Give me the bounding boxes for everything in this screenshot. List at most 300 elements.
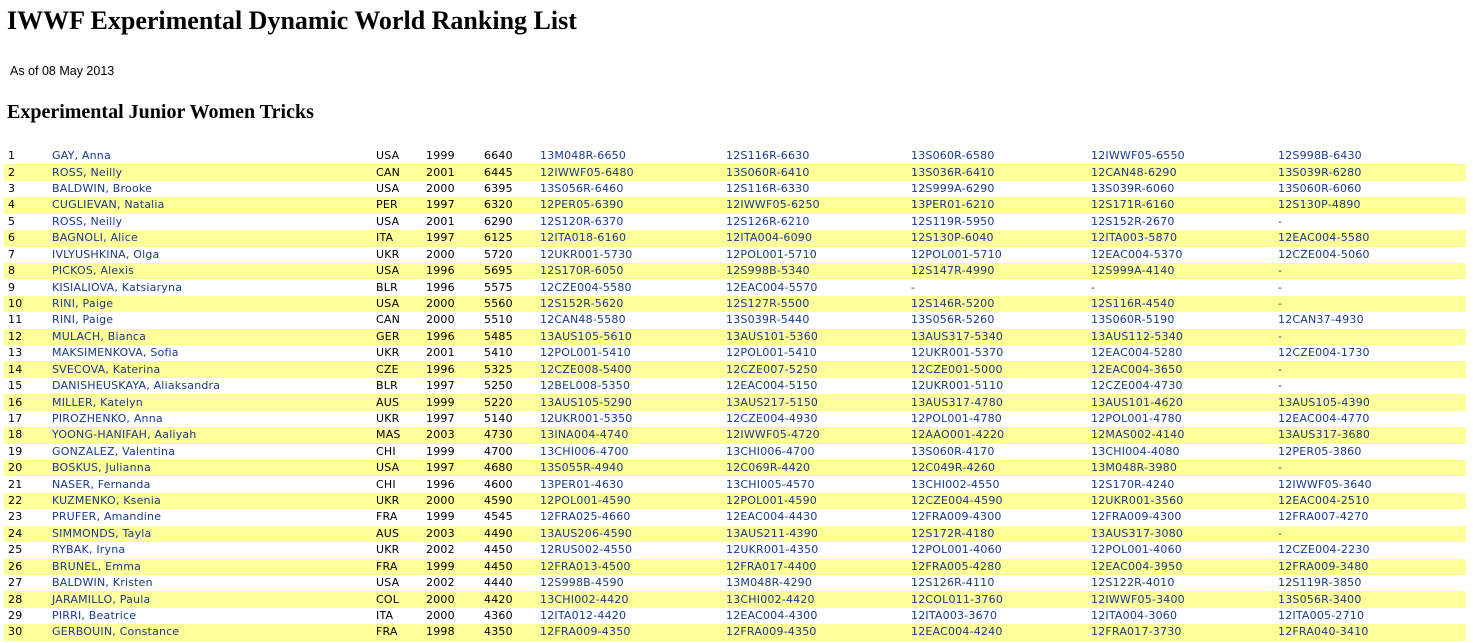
athlete-name-link[interactable]: GERBOUIN, Constance bbox=[50, 624, 374, 640]
birth-year-cell: 1997 bbox=[426, 411, 455, 425]
result-3-link[interactable]: 12S147R-4990 bbox=[909, 263, 1089, 279]
birth-year-cell: 1996 bbox=[424, 329, 482, 345]
result-3-link[interactable]: 12AAO001-4220 bbox=[909, 427, 1089, 443]
athlete-name-link[interactable]: MULACH, Bianca bbox=[50, 329, 374, 345]
result-4-link[interactable]: 12EAC004-3650 bbox=[1089, 361, 1276, 377]
result-1-link[interactable]: 13AUS206-4590 bbox=[538, 526, 724, 542]
athlete-name-link[interactable]: JARAMILLO, Paula bbox=[50, 591, 374, 607]
rank-cell: 2 bbox=[4, 164, 50, 180]
result-1-link[interactable]: 12ITA012-4420 bbox=[540, 609, 627, 623]
rank-cell: 11 bbox=[8, 313, 23, 327]
ranking-score-cell: 5575 bbox=[484, 280, 513, 294]
result-5-link[interactable]: 12FRA040-3410 bbox=[1276, 624, 1466, 640]
ranking-score-cell: 4590 bbox=[482, 493, 538, 509]
birth-year-cell: 1997 bbox=[424, 230, 482, 246]
table-row bbox=[4, 329, 1466, 345]
nation-cell: BLR bbox=[376, 379, 398, 393]
ranking-score-cell: 4450 bbox=[482, 559, 538, 575]
ranking-score-cell: 5250 bbox=[484, 379, 513, 393]
result-2-link[interactable]: 12POL001-5410 bbox=[726, 346, 817, 360]
athlete-name-link[interactable]: PIRRI, Beatrice bbox=[52, 609, 137, 623]
birth-year-cell: 1996 bbox=[424, 361, 482, 377]
result-1-link[interactable]: 12CZE008-5400 bbox=[538, 361, 724, 377]
result-1-link[interactable]: 13CHI006-4700 bbox=[540, 444, 629, 458]
result-3-link[interactable]: 12EAC004-4240 bbox=[909, 624, 1089, 640]
result-1-link[interactable]: 13CHI002-4420 bbox=[538, 591, 724, 607]
ranking-score-cell: 5695 bbox=[482, 263, 538, 279]
athlete-name-link[interactable]: SVECOVA, Katerina bbox=[50, 361, 374, 377]
rank-cell: 16 bbox=[4, 394, 50, 410]
result-4-link[interactable]: 12S122R-4010 bbox=[1091, 576, 1175, 590]
result-1-link[interactable]: 12PER05-6390 bbox=[538, 197, 724, 213]
ranking-score-cell: 5560 bbox=[482, 296, 538, 312]
ranking-score-cell: 4680 bbox=[482, 460, 538, 476]
result-2-link[interactable]: 12UKR001-4350 bbox=[726, 543, 819, 557]
birth-year-cell: 2003 bbox=[424, 427, 482, 443]
rank-cell: 25 bbox=[8, 543, 23, 557]
result-1-link[interactable]: 13M048R-6650 bbox=[540, 149, 627, 163]
ranking-score-cell: 5410 bbox=[484, 346, 513, 360]
result-5-link: - bbox=[1278, 214, 1283, 228]
result-5-link[interactable]: 12PER05-3860 bbox=[1278, 444, 1362, 458]
nation-cell: CHI bbox=[376, 477, 396, 491]
athlete-name-link[interactable]: BRUNEL, Emma bbox=[50, 559, 374, 575]
result-2-link[interactable]: 12FRA009-4350 bbox=[724, 624, 909, 640]
birth-year-cell: 2001 bbox=[426, 346, 455, 360]
result-1-link[interactable]: 13S056R-6460 bbox=[540, 182, 624, 196]
ranking-score-cell: 6320 bbox=[482, 197, 538, 213]
table-row bbox=[4, 509, 1466, 525]
result-3-link[interactable]: 12S999A-6290 bbox=[911, 182, 995, 196]
result-5-link[interactable]: 12EAC004-5580 bbox=[1276, 230, 1466, 246]
result-5-link[interactable]: 12EAC004-2510 bbox=[1276, 493, 1466, 509]
nation-cell: BLR bbox=[376, 280, 398, 294]
athlete-name-link[interactable]: KISIALIOVA, Katsiaryna bbox=[52, 280, 183, 294]
result-2-link[interactable]: 13S039R-5440 bbox=[726, 313, 810, 327]
birth-year-cell: 2000 bbox=[426, 247, 455, 261]
result-2-link[interactable]: 12POL001-4590 bbox=[724, 493, 909, 509]
result-1-link[interactable]: 12S998B-4590 bbox=[540, 576, 624, 590]
result-4-link[interactable]: 13AUS112-5340 bbox=[1089, 329, 1276, 345]
page-title: IWWF Experimental Dynamic World Ranking List bbox=[7, 6, 577, 35]
result-2-link[interactable]: 13CHI006-4700 bbox=[726, 444, 815, 458]
result-4-link[interactable]: 12IWWF05-6550 bbox=[1091, 149, 1185, 163]
table-row bbox=[4, 591, 1466, 607]
result-5-link: - bbox=[1276, 526, 1466, 542]
result-3-link[interactable]: 13S056R-5260 bbox=[911, 313, 995, 327]
result-2-link[interactable]: 12EAC004-5150 bbox=[726, 379, 818, 393]
result-1-link[interactable]: 12RUS002-4550 bbox=[540, 543, 633, 557]
result-3-link[interactable]: 12POL001-4780 bbox=[911, 411, 1002, 425]
result-4-link[interactable]: 13S039R-6060 bbox=[1091, 182, 1175, 196]
result-1-link[interactable]: 13INA004-4740 bbox=[538, 427, 724, 443]
rank-cell: 27 bbox=[8, 576, 23, 590]
result-3-link[interactable]: 12CZE001-5000 bbox=[909, 361, 1089, 377]
table-row bbox=[4, 493, 1466, 509]
table-row bbox=[4, 247, 1466, 263]
table-row bbox=[4, 263, 1466, 279]
result-2-link[interactable]: 13AUS217-5150 bbox=[724, 394, 909, 410]
result-3-link[interactable]: 12C049R-4260 bbox=[909, 460, 1089, 476]
result-1-link[interactable]: 12POL001-4590 bbox=[538, 493, 724, 509]
ranking-score-cell: 4700 bbox=[484, 444, 513, 458]
athlete-name-link[interactable]: RYBAK, Iryna bbox=[52, 543, 126, 557]
ranking-score-cell: 5720 bbox=[484, 247, 513, 261]
nation-cell: USA bbox=[376, 576, 400, 590]
result-2-link[interactable]: 12IWWF05-6250 bbox=[724, 197, 909, 213]
athlete-name-link[interactable]: ROSS, Neilly bbox=[52, 214, 123, 228]
athlete-name-link[interactable]: PRUFER, Amandine bbox=[52, 510, 162, 524]
result-1-link[interactable]: 12FRA013-4500 bbox=[538, 559, 724, 575]
ranking-score-cell: 5510 bbox=[484, 313, 513, 327]
ranking-score-cell: 6125 bbox=[482, 230, 538, 246]
birth-year-cell: 1996 bbox=[424, 263, 482, 279]
table-row bbox=[4, 444, 1466, 460]
nation-cell: AUS bbox=[374, 394, 424, 410]
result-5-link[interactable]: 12IWWF05-3640 bbox=[1278, 477, 1372, 491]
table-row bbox=[4, 230, 1466, 246]
result-4-link[interactable]: 12ITA003-5870 bbox=[1089, 230, 1276, 246]
result-5-link[interactable]: 12CZE004-2230 bbox=[1278, 543, 1370, 557]
birth-year-cell: 2003 bbox=[424, 526, 482, 542]
ranking-score-cell: 4730 bbox=[482, 427, 538, 443]
table-row bbox=[4, 279, 1466, 295]
rank-cell: 26 bbox=[4, 559, 50, 575]
nation-cell: UKR bbox=[376, 543, 400, 557]
result-4-link[interactable]: 13S060R-5190 bbox=[1091, 313, 1175, 327]
list-title: Experimental Junior Women Tricks bbox=[7, 101, 314, 123]
result-5-link[interactable]: 12EAC004-4770 bbox=[1278, 411, 1370, 425]
table-row bbox=[4, 164, 1466, 180]
ranking-score-cell: 4450 bbox=[484, 543, 513, 557]
result-5-link[interactable]: 12S130P-4890 bbox=[1276, 197, 1466, 213]
result-2-link[interactable]: 12S126R-6210 bbox=[726, 214, 810, 228]
result-2-link[interactable]: 13CHI005-4570 bbox=[726, 477, 815, 491]
rank-cell: 9 bbox=[8, 280, 16, 294]
ranking-score-cell: 5325 bbox=[482, 361, 538, 377]
nation-cell: USA bbox=[376, 214, 400, 228]
result-3-link[interactable]: 12FRA005-4280 bbox=[909, 559, 1089, 575]
nation-cell: FRA bbox=[376, 510, 398, 524]
result-5-link[interactable]: 13S060R-6060 bbox=[1278, 182, 1362, 196]
ranking-score-cell: 5485 bbox=[482, 329, 538, 345]
result-3-link[interactable]: 13CHI002-4550 bbox=[911, 477, 1000, 491]
result-2-link[interactable]: 12S998B-5340 bbox=[724, 263, 909, 279]
result-3-link[interactable]: 12S126R-4110 bbox=[911, 576, 995, 590]
ranking-score-cell: 5220 bbox=[482, 394, 538, 410]
result-3-link[interactable]: 12ITA003-3670 bbox=[911, 609, 998, 623]
result-5-link: - bbox=[1276, 329, 1466, 345]
table-row bbox=[4, 296, 1466, 312]
result-2-link[interactable]: 13AUS211-4390 bbox=[724, 526, 909, 542]
nation-cell: MAS bbox=[374, 427, 424, 443]
birth-year-cell: 2002 bbox=[426, 576, 455, 590]
result-4-link[interactable]: 12S170R-4240 bbox=[1091, 477, 1175, 491]
ranking-table bbox=[4, 148, 1466, 641]
rank-cell: 7 bbox=[8, 247, 16, 261]
table-row bbox=[4, 559, 1466, 575]
athlete-name-link[interactable]: IVLYUSHKINA, Olga bbox=[52, 247, 160, 261]
result-4-link[interactable]: 12POL001-4780 bbox=[1091, 411, 1182, 425]
result-5-link: - bbox=[1278, 280, 1283, 294]
result-3-link[interactable]: 13AUS317-5340 bbox=[909, 329, 1089, 345]
nation-cell: GER bbox=[374, 329, 424, 345]
result-1-link[interactable]: 13AUS105-5290 bbox=[538, 394, 724, 410]
athlete-name-link[interactable]: GONZALEZ, Valentina bbox=[52, 444, 176, 458]
ranking-score-cell: 6395 bbox=[484, 182, 513, 196]
result-4-link[interactable]: 12S171R-6160 bbox=[1089, 197, 1276, 213]
rank-cell: 3 bbox=[8, 182, 16, 196]
athlete-name-link[interactable]: SIMMONDS, Tayla bbox=[50, 526, 374, 542]
table-row bbox=[4, 394, 1466, 410]
nation-cell: FRA bbox=[374, 559, 424, 575]
nation-cell: COL bbox=[374, 591, 424, 607]
athlete-name-link[interactable]: CUGLIEVAN, Natalia bbox=[50, 197, 374, 213]
table-row bbox=[4, 181, 1466, 197]
result-4-link[interactable]: 12ITA004-3060 bbox=[1091, 609, 1178, 623]
table-row bbox=[4, 427, 1466, 443]
result-4-link: - bbox=[1091, 280, 1096, 294]
athlete-name-link[interactable]: PICKOS, Alexis bbox=[50, 263, 374, 279]
ranking-score-cell: 6640 bbox=[484, 149, 513, 163]
result-5-link[interactable]: 12FRA009-3480 bbox=[1276, 559, 1466, 575]
rank-cell: 10 bbox=[4, 296, 50, 312]
table-row bbox=[4, 148, 1466, 164]
result-1-link[interactable]: 12CAN48-5580 bbox=[540, 313, 626, 327]
result-4-link[interactable]: 12POL001-4060 bbox=[1091, 543, 1182, 557]
nation-cell: USA bbox=[374, 296, 424, 312]
result-3-link[interactable]: 12S119R-5950 bbox=[911, 214, 995, 228]
birth-year-cell: 1999 bbox=[426, 444, 455, 458]
result-2-link[interactable]: 12EAC004-4430 bbox=[726, 510, 818, 524]
nation-cell: UKR bbox=[376, 411, 400, 425]
result-2-link[interactable]: 12S127R-5500 bbox=[724, 296, 909, 312]
result-1-link[interactable]: 13S055R-4940 bbox=[538, 460, 724, 476]
rank-cell: 12 bbox=[4, 329, 50, 345]
result-2-link[interactable]: 12FRA017-4400 bbox=[724, 559, 909, 575]
table-row bbox=[4, 542, 1466, 558]
table-row bbox=[4, 608, 1466, 624]
table-row bbox=[4, 378, 1466, 394]
birth-year-cell: 2000 bbox=[424, 296, 482, 312]
nation-cell: ITA bbox=[374, 230, 424, 246]
rank-cell: 8 bbox=[4, 263, 50, 279]
result-2-link[interactable]: 12C069R-4420 bbox=[724, 460, 909, 476]
ranking-score-cell: 6290 bbox=[484, 214, 513, 228]
result-1-link[interactable]: 12FRA009-4350 bbox=[538, 624, 724, 640]
result-1-link[interactable]: 12IWWF05-6480 bbox=[538, 164, 724, 180]
result-4-link[interactable]: 12S116R-4540 bbox=[1089, 296, 1276, 312]
rank-cell: 20 bbox=[4, 460, 50, 476]
athlete-name-link[interactable]: RINI, Paige bbox=[52, 313, 114, 327]
athlete-name-link[interactable]: KUZMENKO, Ksenia bbox=[50, 493, 374, 509]
athlete-name-link[interactable]: BAGNOLI, Alice bbox=[50, 230, 374, 246]
ranking-score-cell: 4545 bbox=[484, 510, 513, 524]
result-5-link[interactable]: 12FRA007-4270 bbox=[1278, 510, 1369, 524]
result-4-link[interactable]: 13M048R-3980 bbox=[1089, 460, 1276, 476]
birth-year-cell: 2000 bbox=[426, 609, 455, 623]
ranking-score-cell: 4360 bbox=[484, 609, 513, 623]
table-row bbox=[4, 624, 1466, 640]
athlete-name-link[interactable]: BOSKUS, Julianna bbox=[50, 460, 374, 476]
result-4-link[interactable]: 13CHI004-4080 bbox=[1091, 444, 1180, 458]
nation-cell: USA bbox=[376, 182, 400, 196]
result-2-link[interactable]: 12S116R-6630 bbox=[726, 149, 810, 163]
ranking-score-cell: 5140 bbox=[484, 411, 513, 425]
result-1-link[interactable]: 12POL001-5410 bbox=[540, 346, 631, 360]
birth-year-cell: 2000 bbox=[424, 591, 482, 607]
result-4-link[interactable]: 12S152R-2670 bbox=[1091, 214, 1175, 228]
result-1-link[interactable]: 12S152R-5620 bbox=[538, 296, 724, 312]
result-1-link[interactable]: 13PER01-4630 bbox=[540, 477, 624, 491]
athlete-name-link[interactable]: NASER, Fernanda bbox=[52, 477, 151, 491]
table-row bbox=[4, 575, 1466, 591]
athlete-name-link[interactable]: RINI, Paige bbox=[50, 296, 374, 312]
result-4-link[interactable]: 12UKR001-3560 bbox=[1089, 493, 1276, 509]
ranking-score-cell: 4490 bbox=[482, 526, 538, 542]
as-of-date: As of 08 May 2013 bbox=[10, 64, 115, 78]
birth-year-cell: 2000 bbox=[426, 313, 455, 327]
result-1-link[interactable]: 12S170R-6050 bbox=[538, 263, 724, 279]
result-2-link[interactable]: 13AUS101-5360 bbox=[724, 329, 909, 345]
nation-cell: AUS bbox=[374, 526, 424, 542]
result-4-link[interactable]: 13AUS101-4620 bbox=[1089, 394, 1276, 410]
result-3-link[interactable]: 12CZE004-4590 bbox=[909, 493, 1089, 509]
result-3-link[interactable]: 12COL011-3760 bbox=[909, 591, 1089, 607]
result-5-link: - bbox=[1276, 361, 1466, 377]
birth-year-cell: 1997 bbox=[424, 460, 482, 476]
result-1-link[interactable]: 12BEL008-5350 bbox=[540, 379, 631, 393]
result-4-link[interactable]: 12S999A-4140 bbox=[1089, 263, 1276, 279]
result-2-link[interactable]: 13M048R-4290 bbox=[726, 576, 813, 590]
birth-year-cell: 2000 bbox=[424, 493, 482, 509]
birth-year-cell: 1999 bbox=[424, 394, 482, 410]
rank-cell: 30 bbox=[4, 624, 50, 640]
result-4-link[interactable]: 12FRA009-4300 bbox=[1091, 510, 1182, 524]
result-5-link[interactable]: 12S119R-3850 bbox=[1278, 576, 1362, 590]
rank-cell: 18 bbox=[4, 427, 50, 443]
result-3-link[interactable]: 13S036R-6410 bbox=[909, 164, 1089, 180]
table-row bbox=[4, 361, 1466, 377]
result-3-link[interactable]: 12S146R-5200 bbox=[909, 296, 1089, 312]
athlete-name-link[interactable]: DANISHEUSKAYA, Aliaksandra bbox=[52, 379, 221, 393]
result-1-link[interactable]: 12FRA025-4660 bbox=[540, 510, 631, 524]
nation-cell: CAN bbox=[374, 164, 424, 180]
result-1-link[interactable]: 12ITA018-6160 bbox=[538, 230, 724, 246]
rank-cell: 24 bbox=[4, 526, 50, 542]
result-2-link[interactable]: 12EAC004-5570 bbox=[726, 280, 818, 294]
result-3-link[interactable]: 12UKR001-5110 bbox=[911, 379, 1004, 393]
nation-cell: USA bbox=[376, 149, 400, 163]
result-1-link[interactable]: 13AUS105-5610 bbox=[538, 329, 724, 345]
result-3-link[interactable]: 12UKR001-5370 bbox=[911, 346, 1004, 360]
athlete-name-link[interactable]: GAY, Anna bbox=[52, 149, 111, 163]
result-4-link[interactable]: 12EAC004-3950 bbox=[1089, 559, 1276, 575]
table-row bbox=[4, 312, 1466, 328]
result-2-link[interactable]: 13CHI002-4420 bbox=[724, 591, 909, 607]
result-1-link[interactable]: 12UKR001-5730 bbox=[540, 247, 633, 261]
ranking-score-cell: 6445 bbox=[482, 164, 538, 180]
result-3-link: - bbox=[911, 280, 916, 294]
result-5-link[interactable]: 13AUS105-4390 bbox=[1276, 394, 1466, 410]
result-2-link[interactable]: 13S060R-6410 bbox=[724, 164, 909, 180]
result-3-link[interactable]: 12S172R-4180 bbox=[909, 526, 1089, 542]
result-5-link[interactable]: 12CAN37-4930 bbox=[1278, 313, 1364, 327]
birth-year-cell: 1997 bbox=[424, 197, 482, 213]
birth-year-cell: 1998 bbox=[424, 624, 482, 640]
result-3-link[interactable]: 13S060R-4170 bbox=[911, 444, 995, 458]
result-5-link[interactable]: 13S056R-3400 bbox=[1276, 591, 1466, 607]
athlete-name-link[interactable]: MILLER, Katelyn bbox=[50, 394, 374, 410]
birth-year-cell: 1996 bbox=[426, 280, 455, 294]
nation-cell: CZE bbox=[374, 361, 424, 377]
result-4-link[interactable]: 13AUS317-3080 bbox=[1089, 526, 1276, 542]
result-2-link[interactable]: 12S116R-6330 bbox=[726, 182, 810, 196]
birth-year-cell: 2001 bbox=[424, 164, 482, 180]
rank-cell: 22 bbox=[4, 493, 50, 509]
rank-cell: 6 bbox=[4, 230, 50, 246]
result-3-link[interactable]: 12POL001-5710 bbox=[911, 247, 1002, 261]
result-4-link[interactable]: 12EAC004-5370 bbox=[1091, 247, 1183, 261]
nation-cell: USA bbox=[374, 263, 424, 279]
result-4-link[interactable]: 12CZE004-4730 bbox=[1091, 379, 1183, 393]
athlete-name-link[interactable]: MAKSIMENKOVA, Sofia bbox=[52, 346, 179, 360]
result-5-link[interactable]: 12S998B-6430 bbox=[1278, 149, 1362, 163]
rank-cell: 17 bbox=[8, 411, 23, 425]
result-2-link[interactable]: 12ITA004-6090 bbox=[724, 230, 909, 246]
athlete-name-link[interactable]: ROSS, Neilly bbox=[50, 164, 374, 180]
result-5-link: - bbox=[1276, 460, 1466, 476]
birth-year-cell: 1999 bbox=[426, 510, 455, 524]
birth-year-cell: 2001 bbox=[426, 214, 455, 228]
rank-cell: 29 bbox=[8, 609, 23, 623]
result-2-link[interactable]: 12IWWF05-4720 bbox=[724, 427, 909, 443]
result-4-link[interactable]: 12FRA017-3730 bbox=[1089, 624, 1276, 640]
result-5-link[interactable]: 13S039R-6280 bbox=[1276, 164, 1466, 180]
result-1-link[interactable]: 12UKR001-5350 bbox=[540, 411, 633, 425]
result-5-link[interactable]: 12CZE004-1730 bbox=[1278, 346, 1370, 360]
result-2-link[interactable]: 12CZE004-4930 bbox=[726, 411, 818, 425]
result-3-link[interactable]: 13PER01-6210 bbox=[909, 197, 1089, 213]
table-row bbox=[4, 526, 1466, 542]
table-row bbox=[4, 214, 1466, 230]
athlete-name-link[interactable]: PIROZHENKO, Anna bbox=[52, 411, 163, 425]
athlete-name-link[interactable]: BALDWIN, Brooke bbox=[52, 182, 153, 196]
result-3-link[interactable]: 12FRA009-4300 bbox=[911, 510, 1002, 524]
result-5-link[interactable]: 12CZE004-5060 bbox=[1278, 247, 1370, 261]
result-3-link[interactable]: 13AUS317-4780 bbox=[909, 394, 1089, 410]
result-5-link[interactable]: 13AUS317-3680 bbox=[1276, 427, 1466, 443]
result-3-link[interactable]: 13S060R-6580 bbox=[911, 149, 995, 163]
result-3-link[interactable]: 12POL001-4060 bbox=[911, 543, 1002, 557]
result-4-link[interactable]: 12EAC004-5280 bbox=[1091, 346, 1183, 360]
nation-cell: UKR bbox=[376, 247, 400, 261]
athlete-name-link[interactable]: BALDWIN, Kristen bbox=[52, 576, 153, 590]
athlete-name-link[interactable]: YOONG-HANIFAH, Aaliyah bbox=[50, 427, 374, 443]
result-1-link[interactable]: 12CZE004-5580 bbox=[540, 280, 632, 294]
result-3-link[interactable]: 12S130P-6040 bbox=[909, 230, 1089, 246]
result-5-link[interactable]: 12ITA005-2710 bbox=[1278, 609, 1365, 623]
result-4-link[interactable]: 12CAN48-6290 bbox=[1089, 164, 1276, 180]
result-1-link[interactable]: 12S120R-6370 bbox=[540, 214, 624, 228]
result-4-link[interactable]: 12MAS002-4140 bbox=[1089, 427, 1276, 443]
result-2-link[interactable]: 12CZE007-5250 bbox=[724, 361, 909, 377]
result-4-link[interactable]: 12IWWF05-3400 bbox=[1089, 591, 1276, 607]
nation-cell: CAN bbox=[376, 313, 401, 327]
result-2-link[interactable]: 12POL001-5710 bbox=[726, 247, 817, 261]
result-2-link[interactable]: 12EAC004-4300 bbox=[726, 609, 818, 623]
ranking-score-cell: 4600 bbox=[484, 477, 513, 491]
